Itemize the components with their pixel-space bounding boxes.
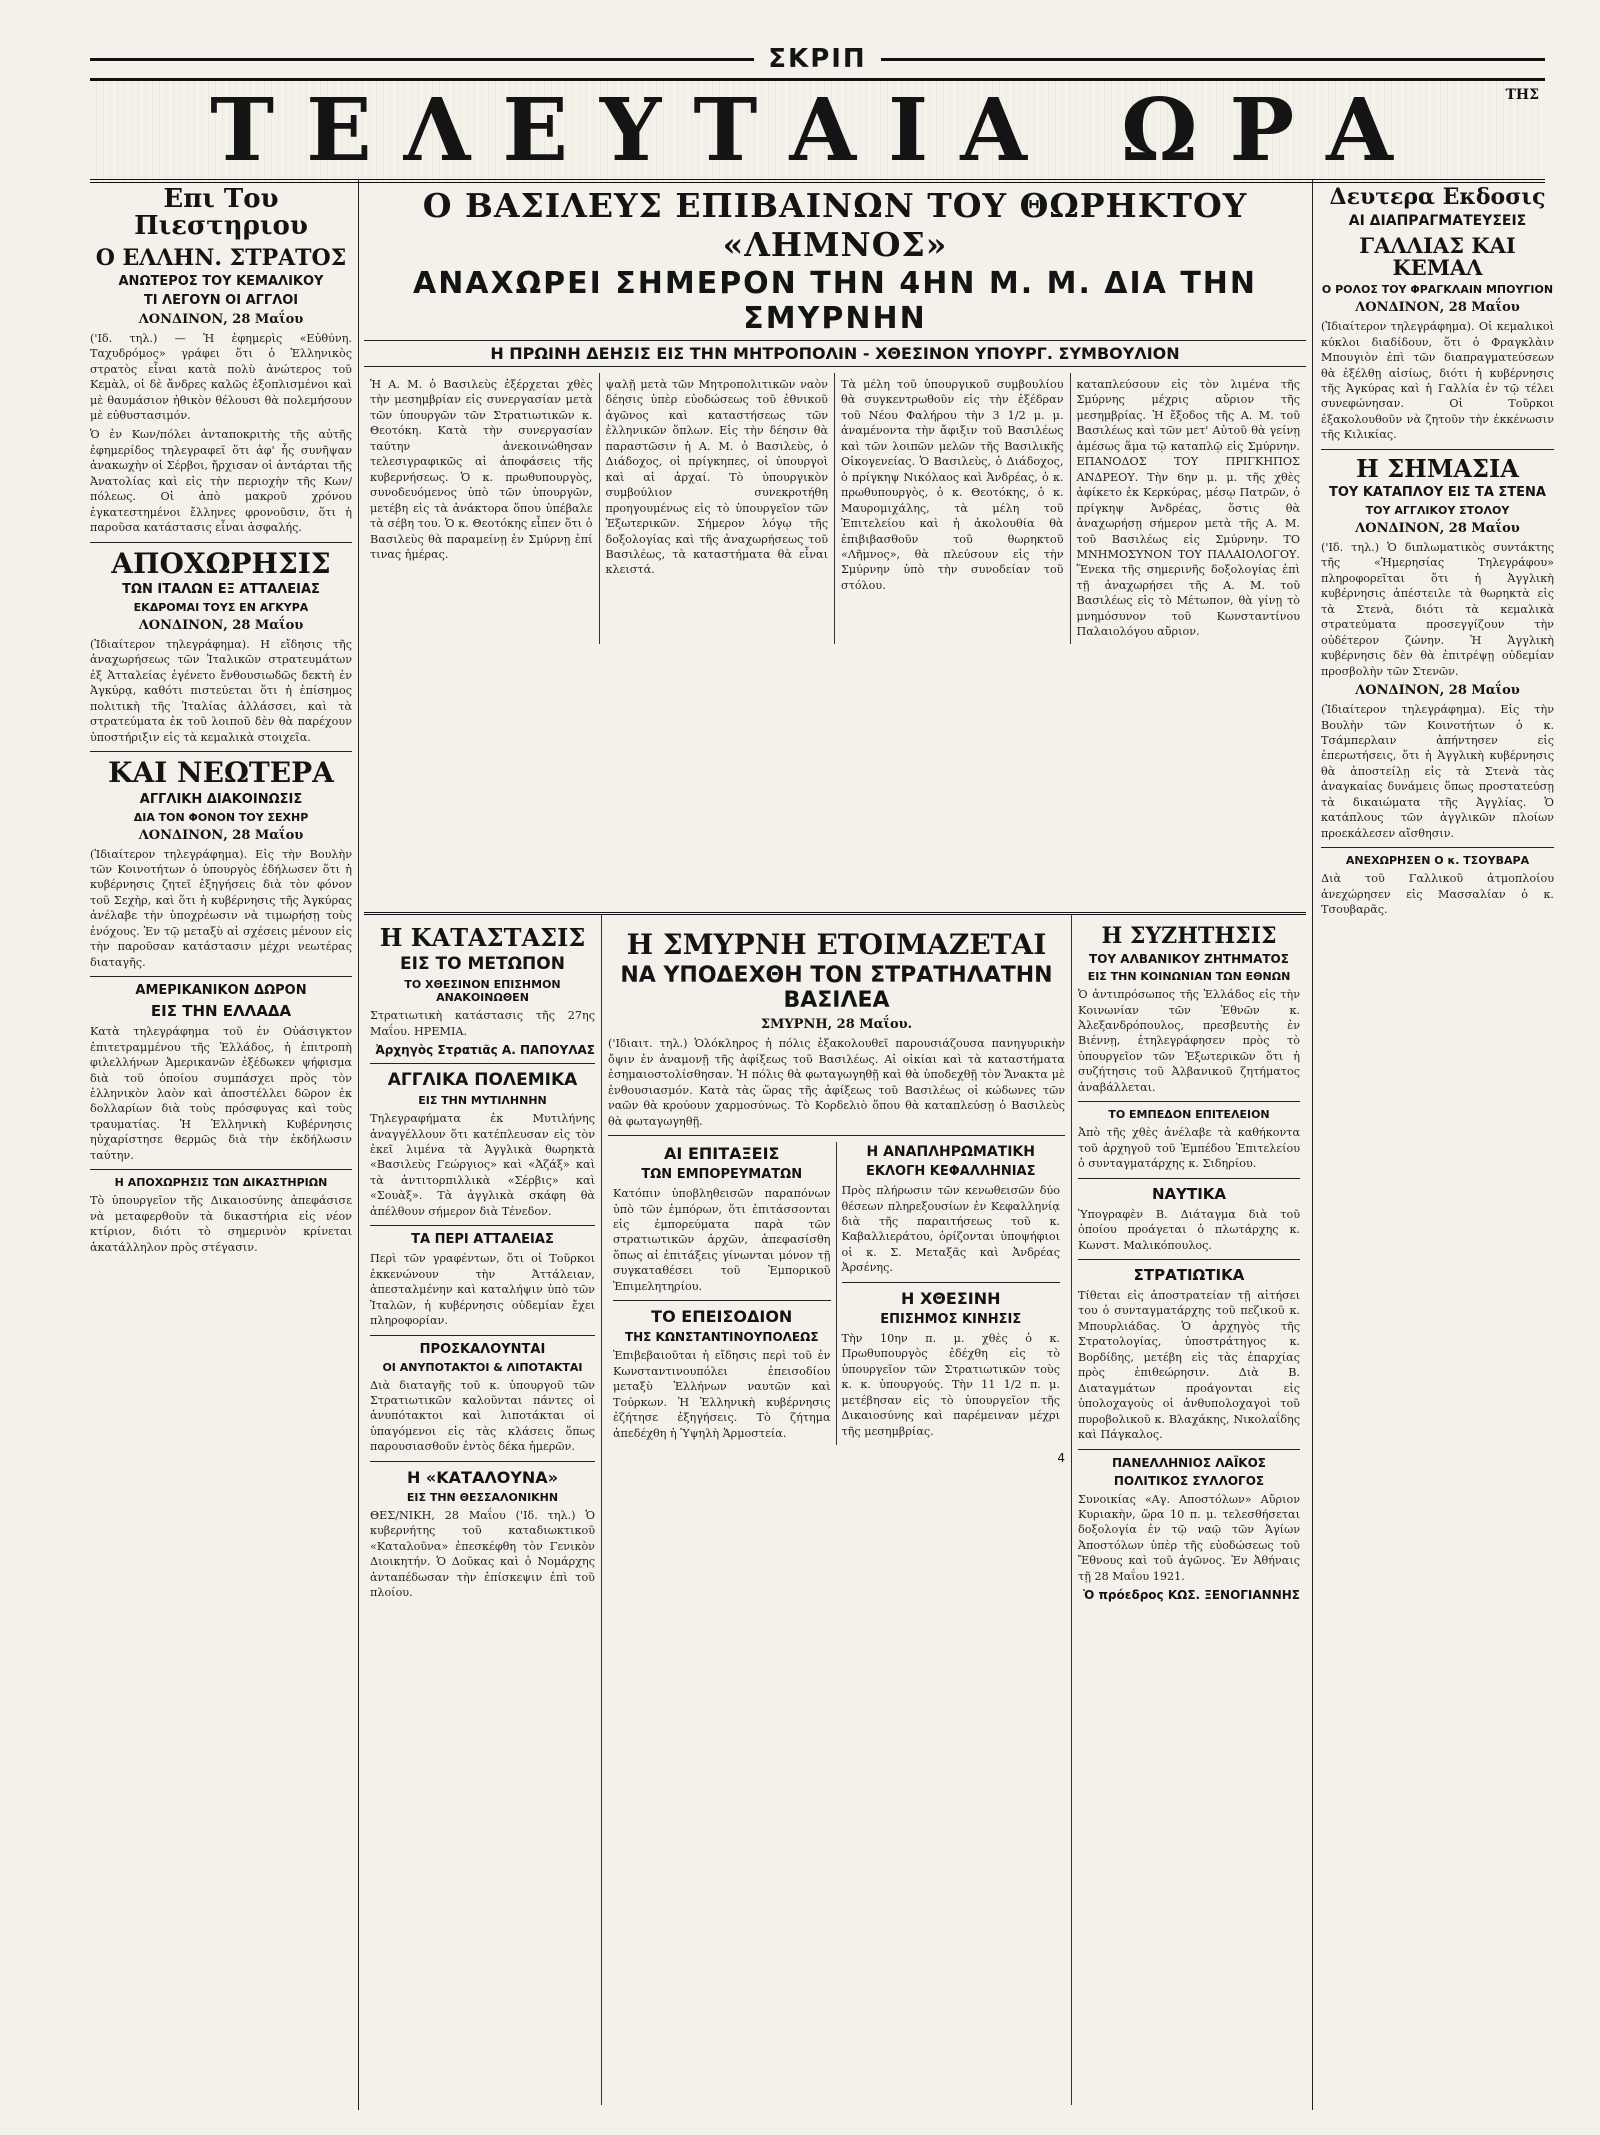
right-headline-5: Η ΣΗΜΑΣΙΑ <box>1356 453 1519 483</box>
lower-right-headline-1: Η ΣΥΖΗΤΗΣΙΣ <box>1101 923 1277 949</box>
lower-middle-headline-4: ΤΩΝ ΕΜΠΟΡΕΥΜΑΤΩΝ <box>641 1167 803 1183</box>
lower-left-headline-2: ΕΙΣ ΤΟ ΜΕΤΩΠΟΝ <box>400 954 565 975</box>
article-paragraph: Τηλεγραφήματα ἐκ Μυτιλήνης ἀναγγέλλουν ὅτι κατέπλευσαν εἰς τὸν ἐκεῖ λιμένα τὰ Ἀγγλικὰ θωρηκτὰ «Βασιλεὺς Γεώργιος» καὶ «Ἀζάξ» καὶ τὰ ἀντιτορπιλλικὰ «Σέρβις» καὶ «Σουὰξ». Τὰ ἀγγλικὰ σκάφη θὰ ἀπέλθουν σήμερον διὰ Τένεδον. <box>370 1112 595 1218</box>
main-article-col-1 <box>364 373 600 644</box>
signature: Ἀρχηγὸς Στρατιᾶς Α. ΠΑΠΟΥΛΑΣ <box>375 1043 595 1058</box>
masthead-title: ΤΕΛΕΥΤΑΙΑ ΩΡΑ <box>210 79 1425 181</box>
left-subhead-7: ΕΚΔΡΟΜΑΙ ΤΟΥΣ ΕΝ ΑΓΚΥΡΑ <box>133 600 309 614</box>
lower-right-headline-7: ΠΑΝΕΛΛΗΝΙΟΣ ΛΑΪΚΟΣ <box>1111 1455 1266 1470</box>
lower-middle-headline-1: Η ΣΜΥΡΝΗ ΕΤΟΙΜΑΖΕΤΑΙ <box>626 928 1047 961</box>
masthead-mark: ΤΗΣ <box>1505 87 1539 103</box>
lower-left-headline-4: ΑΓΓΛΙΚΑ ΠΟΛΕΜΙΚΑ <box>387 1070 578 1091</box>
lower-middle-headline-3: ΑΙ ΕΠΙΤΑΞΕΙΣ <box>664 1144 780 1164</box>
dateline: ΛΟΝΔΙΝΟΝ, 28 Μαΐου <box>138 617 304 633</box>
main-subheadline: ΑΝΑΧΩΡΕΙ ΣΗΜΕΡΟΝ ΤΗΝ 4ΗΝ Μ. Μ. ΔΙΑ ΤΗΝ ΣΜΥΡΝΗΝ <box>412 266 1258 336</box>
article-paragraph: Τίθεται εἰς ἀποστρατείαν τῇ αἰτήσει του ὁ συνταγματάρχης τοῦ πεζικοῦ κ. Μπουρλιάδας. Ὁ ἀρχηγὸς τῆς Στρατολογίας, ὑποστράτηγος κ. Βορδίδης, μετέβη εἰς τὰς ἐπαρχίας πρὸς ἐπιθεώρησιν. Διὰ Β. Διαταγμάτων προάγονται εἰς ὑπολοχαγοὺς οἱ ἀνθυπολοχαγοὶ τοῦ πυροβολικοῦ κ. Βλαχάκης, Νικολαΐδης καὶ Πάγκαλος. <box>1078 1288 1300 1442</box>
center-column <box>364 180 1306 2110</box>
left-headline-2: Ο ΕΛΛΗΝ. ΣΤΡΑΤΟΣ <box>95 244 347 271</box>
article-paragraph: Ἐπιβεβαιοῦται ἡ εἴδησις περὶ τοῦ ἐν Κωνσταντινουπόλει ἐπεισοδίου μεταξὺ Ἑλλήνων ναυτῶν καὶ Τούρκων. Ἡ Ἑλληνικὴ κυβέρνησις ἐζήτησε ἐξηγήσεις. Τὸ ζήτημα ἀπεδέχθη ἡ Ὑψηλὴ Ἁρμοστεία. <box>613 1349 831 1440</box>
article-paragraph: Διὰ τοῦ Γαλλικοῦ ἀτμοπλοίου ἀνεχώρησεν εἰς Μασσαλίαν ὁ κ. Τσουβαρᾶς. <box>1321 872 1554 917</box>
article-paragraph: Στρατιωτικὴ κατάστασις τῆς 27ης Μαΐου. ΗΡΕΜΙΑ. <box>370 1009 595 1038</box>
article-paragraph: Διὰ διαταγῆς τοῦ κ. ὑπουργοῦ τῶν Στρατιωτικῶν καλοῦνται πάντες οἱ ἀνυπότακτοι καὶ λιποτάκται οἱ ὑπαγόμενοι εἰς τὰς κλάσεις ὅπως παρουσιασθοῦν ἐντὸς δέκα ἡμερῶν. <box>370 1378 595 1454</box>
divider <box>842 1282 1061 1283</box>
divider <box>613 1300 831 1301</box>
left-subhead-11: ΑΜΕΡΙΚΑΝΙΚΟΝ ΔΩΡΟΝ <box>135 983 307 999</box>
article-paragraph: Περὶ τῶν γραφέντων, ὅτι οἱ Τοῦρκοι ἐκκενώνουν τὴν Ἀττάλειαν, ἀπεσταλμένην καὶ καταλήψιν ὑπὸ τῶν Ἰταλῶν, ἡ κυβέρνησις οὐδεμίαν ἔχει πληροφορίαν. <box>370 1252 595 1328</box>
article-paragraph: ('Ιδ. τηλ.) Ὁ διπλωματικὸς συντάκτης τῆς «Ἡμερησίας Τηλεγράφου» πληροφορεῖται ὅτι ἡ Ἀγγλικὴ κυβέρνησις ἀπέστειλε τὰ θωρηκτὰ εἰς τὰ Στενὰ, διότι τὰ κεμαλικὰ στρατεύματα προσεγγίζουν τὴν οὐδέτερον ζώνην. Ἡ Ἀγγλικὴ κυβέρνησις δὲν θὰ ἐπιτρέψῃ οὐδεμίαν προσβολὴν τῶν Στενῶν. <box>1321 541 1554 678</box>
right-subhead-7: ΤΟΥ ΑΓΓΛΙΚΟΥ ΣΤΟΛΟΥ <box>1365 504 1510 517</box>
dateline: ΛΟΝΔΙΝΟΝ, 28 Μαΐου <box>1355 683 1520 699</box>
right-subhead-4: Ο ΡΟΛΟΣ ΤΟΥ ΦΡΑΓΚΛΑΙΝ ΜΠΟΥΓΙΟΝ <box>1321 283 1554 297</box>
dateline: ΛΟΝΔΙΝΟΝ, 28 Μαΐου <box>1355 300 1520 316</box>
signature: Ὁ πρόεδρος ΚΩΣ. ΞΕΝΟΓΙΑΝΝΗΣ <box>1083 1588 1300 1603</box>
lower-middle-headline-7: Η ΑΝΑΠΛΗΡΩΜΑΤΙΚΗ <box>866 1144 1035 1161</box>
divider <box>1078 1259 1300 1260</box>
article-paragraph: ('Ιδιαιτ. τηλ.) Ὁλόκληρος ἡ πόλις ἑξακολουθεῖ παρουσιάζουσα πανηγυρικὴν ὄψιν ἐν ἀναμονῇ τῆς ἀφίξεως τοῦ Βασιλέως. Αἱ οἰκίαι καὶ τὰ καταστήματα ἐσημαιοστολίσθησαν. Ἡ πόλις θὰ φωταγωγηθῇ καὶ θὰ ὑποδεχθῇ τὸν Ἄνακτα μὲ ἐνθουσιασμόν. Κατὰ τὰς ὥρας τῆς ἀφίξεως τοῦ Βασιλέως οἱ κώδωνες τῶν ναῶν θὰ κρούουν χαρμοσύνως. Τὸ Κορδελιὸ ὅπου θὰ καταπλεύσῃ ὁ Βασιλεὺς θὰ φωταγωγηθῇ. <box>608 1037 1065 1128</box>
lower-middle-headline-2: ΝΑ ΥΠΟΔΕΧΘΗ ΤΟΝ ΣΤΡΑΤΗΛΑΤΗΝ ΒΑΣΙΛΕΑ <box>620 963 1053 1014</box>
article-paragraph: (Ἰδιαίτερον τηλεγράφημα). Εἰς τὴν Βουλὴν τῶν Κοινοτήτων ὁ κ. Τσάμπερλαιν ἀπήντησεν εἰς ἐπερωτήσεις, ὅτι ἡ Ἀγγλικὴ κυβέρνησις θὰ ἀποστείλῃ εἰς τὰ Στενὰ τὰς ἀναγκαίας δυνάμεις ὅπως προστατεύσῃ τὰ δικαιώματα τῆς Ἀγγλίας. Ὁ κατάπλους τῶν ἀγγλικῶν πλοίων προεκάλεσεν αἴσθησιν. <box>1321 703 1554 840</box>
left-headline-5: ΑΠΟΧΩΡΗΣΙΣ <box>111 546 331 580</box>
right-subhead-8: ΑΝΕΧΩΡΗΣΕΝ Ο κ. ΤΣΟΥΒΑΡΑ <box>1345 854 1530 868</box>
dateline: ΛΟΝΔΙΝΟΝ, 28 Μαΐου <box>1355 521 1520 536</box>
lower-right-headline-5: ΝΑΥΤΙΚΑ <box>1151 1184 1227 1203</box>
left-subhead-12: ΕΙΣ ΤΗΝ ΕΛΛΑΔΑ <box>150 1002 292 1021</box>
divider <box>90 542 352 543</box>
article-paragraph: ('Ιδ. τηλ.) — Ἡ ἐφημερὶς «Εὐθύνη. Ταχυδρόμος» γράφει ὅτι ὁ Ἑλληνικὸς στρατὸς εἶναι κατὰ πολὺ ἀνώτερος τοῦ Κεμὰλ, οἱ δὲ ἄνδρες καλῶς ἐξοπλισμένοι καὶ μὲ θαυμάσιον ἠθικὸν θέλουσι θὰ πολεμήσουν μὲ εὐθυστασιμόν. <box>90 331 352 422</box>
lower-left-subhead-10: ΕΙΣ ΤΗΝ ΘΕΣΣΑΛΟΝΙΚΗΝ <box>406 1490 559 1504</box>
lower-middle-column <box>602 915 1072 2105</box>
right-headline-2: ΑΙ ΔΙΑΠΡΑΓΜΑΤΕΥΣΕΙΣ <box>1348 213 1527 230</box>
lower-middle-two-col <box>608 1142 1065 1445</box>
article-paragraph: καταπλεύσουν εἰς τὸν λιμένα τῆς Σμύρνης μέχρις αὔριον τῆς μεσημβρίας. Ἡ ἔξοδος τῆς Α. Μ. τοῦ Βασιλέως καὶ τῶν μετ' Αὐτοῦ θὰ γείνῃ ἀμέσως ἅμα τῷ καταπλῷ εἰς Σμύρνην. ΕΠΑΝΟΔΟΣ ΤΟΥ ΠΡΙΓΚΗΠΟΣ ΑΝΔΡΕΟΥ. Τὴν 6ην μ. μ. τῆς χθὲς ἀφίκετο ἐκ Κερκύρας, μέσῳ Πατρῶν, ὁ πρίγκηψ Ἀνδρέας, ὅστις θὰ ἀναχωρήσῃ σήμερον μετὰ τῆς Α. Μ. τοῦ Βασιλέως εἰς Σμύρνην. ΤΟ ΜΝΗΜΟΣΥΝΟΝ ΤΟΥ ΠΑΛΑΙΟΛΟΓΟΥ. Ἕνεκα τῆς σημερινῆς δοξολογίας ἐπὶ τῇ ἀναχωρήσει τῆς Α. Μ. τοῦ Βασιλέως εἰς τὸ Μέτωπον, θὰ γίνῃ τὸ μνημόσυνον τοῦ Κωνσταντίνου Παλαιολόγου αὔριον. <box>1076 378 1300 639</box>
lower-right-subhead-4: ΤΟ ΕΜΠΕΔΟΝ ΕΠΙΤΕΛΕΙΟΝ <box>1108 1108 1270 1122</box>
page-marker: 4 <box>1057 1451 1065 1465</box>
left-subhead-6: ΤΩΝ ΙΤΑΛΩΝ ΕΞ ΑΤΤΑΛΕΙΑΣ <box>122 581 320 597</box>
masthead-banner <box>90 78 1545 183</box>
divider <box>1321 449 1554 450</box>
lower-right-headline-8: ΠΟΛΙΤΙΚΟΣ ΣΥΛΛΟΓΟΣ <box>1113 1473 1265 1488</box>
article-paragraph: Συνοικίας «Αγ. Αποστόλων» Αὔριον Κυριακὴν, ὥρα 10 π. μ. τελεσθήσεται δοξολογία ἐν τῷ ναῷ τῶν Ἁγίων Ἀποστόλων ὑπὲρ τῆς εὐοδώσεως τοῦ Ἔθνους καὶ τοῦ ἀγῶνος. Ἐν Ἀθήναις τῇ 28 Μαΐου 1921. <box>1078 1492 1300 1583</box>
lower-left-headline-7: ΠΡΟΣΚΑΛΟΥΝΤΑΙ <box>419 1341 546 1357</box>
article-paragraph: (Ἰδιαίτερον τηλεγράφημα). Η εἴδησις τῆς ἀναχωρήσεως τῶν Ἰταλικῶν στρατευμάτων ἐξ Ἀτταλείας ἐγένετο ἔνθουσιωδῶς δεκτὴ ἐν Ἀγκύρᾳ, καθότι πιστεύεται ὅτι ἡ ἐπίσημος πολιτικὴ τῆς Ἰταλίας ἀλλάσσει, καὶ τὰ στρατεύματα ἐκ τοῦ λοιποῦ δὲν θὰ παρέχουν ὑποστήριξιν εἰς τὰ κεμαλικὰ στοιχεῖα. <box>90 637 352 744</box>
lower-left-headline-1: Η ΚΑΤΑΣΤΑΣΙΣ <box>379 923 586 952</box>
article-paragraph: Πρὸς πλήρωσιν τῶν κενωθεισῶν δύο θέσεων πληρεξουσίων ἐν Κεφαλληνίᾳ διὰ τῆς παραιτήσεως τοῦ κ. Καβαλλιεράτου, ὁρίζονται ὑποψήφιοι οἱ κ. Σ. Μεταξᾶς καὶ Ἀνδρέας Ἀρσένης. <box>841 1184 1060 1275</box>
lower-middle-headline-10: ΕΠΙΣΗΜΟΣ ΚΙΝΗΣΙΣ <box>880 1311 1022 1327</box>
lower-middle-right-half <box>837 1142 1066 1445</box>
article-paragraph: Ἀπὸ τῆς χθὲς ἀνέλαβε τὰ καθήκοντα τοῦ ἀρχηγοῦ τοῦ Ἐμπέδου Ἐπιτελείου ὁ συνταγματάρχης κ. Σιδηρίου. <box>1078 1126 1300 1171</box>
article-paragraph: Κατὰ τηλεγράφημα τοῦ ἐν Οὐάσιγκτον ἐπιτετραμμένου τῆς Ἑλλάδος, ἡ ἐπιτροπὴ φιλελλήνων Ἀμερικανῶν ἐξέδωκεν ψήφισμα διὰ τοῦ ὁποίου συμπάσχει πρὸς τὸν ἑλληνικὸν λαὸν καὶ ἀποστέλλει δῶρον ἐκ δολλαρίων διὰ τοὺς πρόσφυγας καὶ τοὺς τραυματίας. Ἡ Ἑλληνικὴ Κυβέρνησις ηὐχαρίστησε θερμῶς διὰ τὴν ἐκδήλωσιν ταύτην. <box>90 1025 352 1162</box>
right-subhead-6: ΤΟΥ ΚΑΤΑΠΛΟΥ ΕΙΣ ΤΑ ΣΤΕΝΑ <box>1328 485 1546 500</box>
dateline: ΛΟΝΔΙΝΟΝ, 28 Μαΐου <box>138 827 304 843</box>
masthead-rule-left <box>90 58 754 61</box>
right-headline-3: ΓΑΛΛΙΑΣ ΚΑΙ ΚΕΜΑΛ <box>1359 233 1516 281</box>
lower-middle-headline-8: ΕΚΛΟΓΗ ΚΕΦΑΛΛΗΝΙΑΣ <box>866 1164 1036 1180</box>
divider <box>370 1335 595 1336</box>
lower-left-column <box>364 915 602 2105</box>
dateline: ΣΜΥΡΝΗ, 28 Μαΐου. <box>760 1017 913 1033</box>
article-paragraph: Ὑπογραφὲν Β. Διάταγμα διὰ τοῦ ὁποίου προάγεται ὁ πλωτάρχης κ. Κωνστ. Μαλικόπουλος. <box>1078 1207 1300 1252</box>
newspaper-name: ΣΚΡΙΠ <box>768 44 867 74</box>
article-paragraph: Ὁ ἀντιπρόσωπος τῆς Ἑλλάδος εἰς τὴν Κοινωνίαν τῶν Ἐθνῶν κ. Ἀλεξανδρόπουλος, πρεσβευτὴς ἐν Βιέννῃ, ἐτηλεγράφησεν πρὸς τὸ ὑπουργεῖον τῶν Ἐξωτερικῶν ὅτι ἡ συζήτησις τοῦ Ἀλβανικοῦ ζητήματος ἀναβάλλεται. <box>1078 988 1300 1094</box>
main-deck: Η ΠΡΩΙΝΗ ΔΕΗΣΙΣ ΕΙΣ ΤΗΝ ΜΗΤΡΟΠΟΛΙΝ - ΧΘΕΣΙΝΟΝ ΥΠΟΥΡΓ. ΣΥΜΒΟΥΛΙΟΝ <box>364 340 1306 367</box>
dateline: ΛΟΝΔΙΝΟΝ, 28 Μαΐου <box>138 311 304 327</box>
right-column <box>1312 180 1554 2110</box>
divider <box>1078 1101 1300 1102</box>
divider <box>370 1063 595 1064</box>
article-paragraph: Τὸ ὑπουργεῖον τῆς Δικαιοσύνης ἀπεφάσισε νὰ μεταφερθοῦν τὰ δικαστήρια εἰς νέον κτίριον, διότι τὸ σημερινὸν κρίνεται ἀκατάλληλον πρὸς στέγασιν. <box>90 1194 352 1254</box>
divider <box>370 1461 595 1462</box>
main-headline: Ο ΒΑΣΙΛΕΥΣ ΕΠΙΒΑΙΝΩΝ ΤΟΥ ΘΩΡΗΚΤΟΥ «ΛΗΜΝΟΣ» <box>422 186 1248 264</box>
lower-right-subhead-3: ΕΙΣ ΤΗΝ ΚΟΙΝΩΝΙΑΝ ΤΩΝ ΕΘΝΩΝ <box>1087 970 1291 984</box>
divider <box>1078 1178 1300 1179</box>
left-headline-8: ΚΑΙ ΝΕΩΤΕΡΑ <box>108 756 334 790</box>
article-paragraph: ψαλῇ μετὰ τῶν Μητροπολιτικῶν ναὸν δέησις ὑπὲρ εὐοδώσεως τοῦ ἐθνικοῦ ἀγῶνος καὶ καταστήσεως τῶν ἑλληνικῶν ὅπλων. Εἰς τὴν δέησιν θὰ παραστῶσιν ἡ Α. Μ. ὁ Βασιλεὺς, ὁ Διάδοχος, οἱ πρίγκηπες, οἱ ὑπουργοὶ καὶ αἱ ἀρχαί. Τὸ ὑπουργικὸν συμβούλιον συνεκροτήθη προηγουμένως εἰς τὸ ὑπουργεῖον τῶν Ἐξωτερικῶν. Σήμερον λόγῳ τῆς δοξολογίας καὶ τῆς ἀναχωρήσεως τοῦ Βασιλέως, τὰ καταστήματα θὰ εἶναι κλειστά. <box>605 378 828 577</box>
main-article-col-4 <box>1071 373 1307 644</box>
masthead-rule-right <box>881 58 1545 61</box>
main-article-col-3 <box>835 373 1071 644</box>
left-headline-1: Επι Του Πιεστηριου <box>134 184 308 242</box>
article-paragraph: ΘΕΣ/ΝΙΚΗ, 28 Μαΐου ('Ιδ. τηλ.) Ὁ κυβερνήτης τοῦ καταδιωκτικοῦ «Καταλοῦνα» ἐπεσκέφθη τὸν Γενικὸν Διοικητήν. Ὁ Δοῦκας καὶ ὁ Νομάρχης ἀνταπέδωσαν τὴν ἐπίσκεψιν ἐπὶ τοῦ πλοίου. <box>370 1508 595 1600</box>
divider <box>90 976 352 977</box>
article-paragraph: Ὁ ἐν Κων/πόλει ἀνταποκριτὴς τῆς αὐτῆς ἐφημερίδος τηλεγραφεῖ ὅτι ἀφ' ἧς συνῆψαν ἀνακωχὴν οἱ Σέρβοι, ἤρχισαν οἱ ἀντάρται τῆς Ἀνατολίας καὶ εἰς τὴν περιοχὴν τῆς Κων/πόλεως. Οἱ ἀπὸ μακροῦ χρόνου ἐγκατεστημένοι ἔλληνες φρονοῦσιν, ὅτι ἡ παροῦσα κατάστασις εἶναι ἀσφαλής. <box>90 428 352 535</box>
lower-middle-headline-5: ΤΟ ΕΠΕΙΣΟΔΙΟΝ <box>651 1307 793 1327</box>
left-subhead-10: ΔΙΑ ΤΟΝ ΦΟΝΟΝ ΤΟΥ ΣΕΧΗΡ <box>133 810 309 824</box>
article-paragraph: Ἡ Α. Μ. ὁ Βασιλεὺς ἐξέρχεται χθὲς τὴν μεσημβρίαν εἰς συνεργασίαν μετὰ τῶν ὑπουργῶν τῶν Στρατιωτικῶν κ. Θεοτόκη. Κατὰ τὴν συνεργασίαν ταύτην ἀνεκοινώθησαν τελεσιγραφικῶς αἱ ἀποφάσεις τῆς κυβερνήσεως. Ὁ κ. πρωθυπουργὸς, συνοδευόμενος ὑπὸ τῶν ὑπουργῶν, μετέβη εἰς τὰ ἀνάκτορα ὅπου ὑπέβαλε τὰ σέβη του. Ὁ κ. Θεοτόκης εἶπεν ὅτι ὁ Βασιλεὺς θὰ παραμείνῃ ἐν Σμύρνῃ ἐπί τινας ἡμέρας. <box>370 378 593 561</box>
lower-right-column <box>1072 915 1306 2105</box>
left-column <box>90 180 359 2110</box>
main-article-columns <box>364 373 1306 644</box>
left-subhead-4: ΤΙ ΛΕΓΟΥΝ ΟΙ ΑΓΓΛΟΙ <box>143 292 299 308</box>
divider <box>1321 847 1554 848</box>
lower-left-headline-6: ΤΑ ΠΕΡΙ ΑΤΤΑΛΕΙΑΣ <box>411 1232 554 1248</box>
main-article-col-2 <box>600 373 836 644</box>
article-paragraph: (Ἰδιαίτερον τηλεγράφημα). Οἱ κεμαλικοὶ κύκλοι διαδίδουν, ὅτι ὁ Φραγκλὰιν Μπουγιὸν ἐπὶ τῶν διαπραγματεύσεων θὰ ἐξέλθῃ αἰσίως, διότι ἡ κυβέρνησις τῆς Ἀγκύρας καὶ ἡ Γαλλία ἐν τῷ τέλει συνεφώνησαν. Οἱ Τοῦρκοι ἐξακολουθοῦν νὰ ζητοῦν τὴν ἐκκένωσιν τῆς Κιλικίας. <box>1321 320 1554 442</box>
left-subhead-9: ΑΓΓΛΙΚΗ ΔΙΑΚΟΙΝΩΣΙΣ <box>139 791 303 807</box>
divider <box>90 1169 352 1170</box>
divider <box>370 1225 595 1226</box>
left-subhead-3: ΑΝΩΤΕΡΟΣ ΤΟΥ ΚΕΜΑΛΙΚΟΥ <box>118 273 324 289</box>
right-headline-1: Δευτερα Εκδοσις <box>1329 184 1546 210</box>
article-paragraph: Τὰ μέλη τοῦ ὑπουργικοῦ συμβουλίου θὰ συγκεντρωθοῦν εἰς τὴν ἐξέδραν τοῦ Νέου Φαλήρου τὴν 3 1/2 μ. μ. ἀναμένοντα τὴν ἄφιξιν τοῦ Βασιλέως καὶ τῶν λοιπῶν μελῶν τῆς Βασιλικῆς Οἰκογενείας. Ὁ Βασιλεὺς, ὁ Διάδοχος, ὁ πρίγκηψ Νικόλαος καὶ Ἀνδρέας, ὁ κ. πρωθυπουργὸς, ὁ κ. Θεοτόκης, ὁ κ. Μαυρομιχάλης, τὰ μέλη τοῦ Ἐπιτελείου καὶ ἡ ἀκολουθία θὰ ἐπιβιβασθοῦν τοῦ θωρηκτοῦ «Λῆμνος», θὰ πλεύσουν εἰς τὴν Σμύρνην ὑπὸ τὴν συνοδείαν τοῦ στόλου. <box>841 378 1064 592</box>
lower-middle-headline-9: Η ΧΘΕΣΙΝΗ <box>901 1288 1001 1308</box>
lower-left-subhead-5: ΕΙΣ ΤΗΝ ΜΥΤΙΛΗΝΗΝ <box>418 1094 547 1108</box>
masthead-top <box>90 44 1545 74</box>
lower-left-headline-9: Η «ΚΑΤΑΛΟΥΝΑ» <box>406 1467 559 1487</box>
divider <box>90 751 352 752</box>
divider <box>1078 1449 1300 1450</box>
article-paragraph: Τὴν 10ην π. μ. χθὲς ὁ κ. Πρωθυπουργὸς ἐδέχθη εἰς τὸ ὑπουργεῖον τῶν Στρατιωτικῶν τοὺς κ. κ. ὑπουργούς. Τὴν 11 1/2 π. μ. μετέβησαν εἰς τὸ ὑπουργεῖον τῆς Δικαιοσύνης καὶ παρέμειναν μέχρι τῆς μεσημβρίας. <box>841 1331 1060 1438</box>
lower-left-subhead-8: ΟΙ ΑΝΥΠΟΤΑΚΤΟΙ & ΛΙΠΟΤΑΚΤΑΙ <box>382 1360 583 1374</box>
lower-right-headline-6: ΣΤΡΑΤΙΩΤΙΚΑ <box>1133 1265 1245 1284</box>
article-paragraph: Κατόπιν ὑποβληθεισῶν παραπόνων ὑπὸ τῶν ἐμπόρων, ὅτι ἐπιτάσσονται εἰς ἐμπορεύματα παρὰ τῶν στρατιωτικῶν ἀρχῶν, ἀπεφασίσθη ὅπως αἱ ἐπιτάξεις γίνωνται μόνον τῇ συγκαταθέσει τοῦ Ἐμπορικοῦ Ἐπιμελητηρίου. <box>613 1187 831 1293</box>
lower-right-headline-2: ΤΟΥ ΑΛΒΑΝΙΚΟΥ ΖΗΤΗΜΑΤΟΣ <box>1089 952 1289 967</box>
lower-middle-left-half <box>608 1142 837 1445</box>
article-paragraph: (Ἰδιαίτερον τηλεγράφημα). Εἰς τὴν Βουλὴν τῶν Κοινοτήτων ὁ ὑπουργὸς ἐδήλωσεν ὅτι ἡ κυβέρνησις ζητεῖ ἐξηγήσεις διὰ τὸν φόνον τοῦ Σεχὴρ, καὶ ὅτι ἡ κυβέρνησις τῆς Ἀγκύρας ἀνέλαβε τὴν ὑποχρέωσιν νὰ τιμωρήσῃ τοὺς ἐνόχους. Ἐν τῷ μεταξὺ αἱ σχέσεις μένουν εἰς τὴν παροῦσαν κατάστασιν μέχρι νεωτέρας διαταγῆς. <box>90 847 352 969</box>
left-subhead-13: Η ΑΠΟΧΩΡΗΣΙΣ ΤΩΝ ΔΙΚΑΣΤΗΡΙΩΝ <box>114 1176 328 1190</box>
lower-middle-headline-6: ΤΗΣ ΚΩΝΣΤΑΝΤΙΝΟΥΠΟΛΕΩΣ <box>624 1330 819 1345</box>
divider <box>608 1135 1065 1136</box>
lower-left-subhead-3: ΤΟ ΧΘΕΣΙΝΟΝ ΕΠΙΣΗΜΟΝ ΑΝΑΚΟΙΝΩΘΕΝ <box>404 978 561 1005</box>
lower-section <box>364 912 1306 2105</box>
